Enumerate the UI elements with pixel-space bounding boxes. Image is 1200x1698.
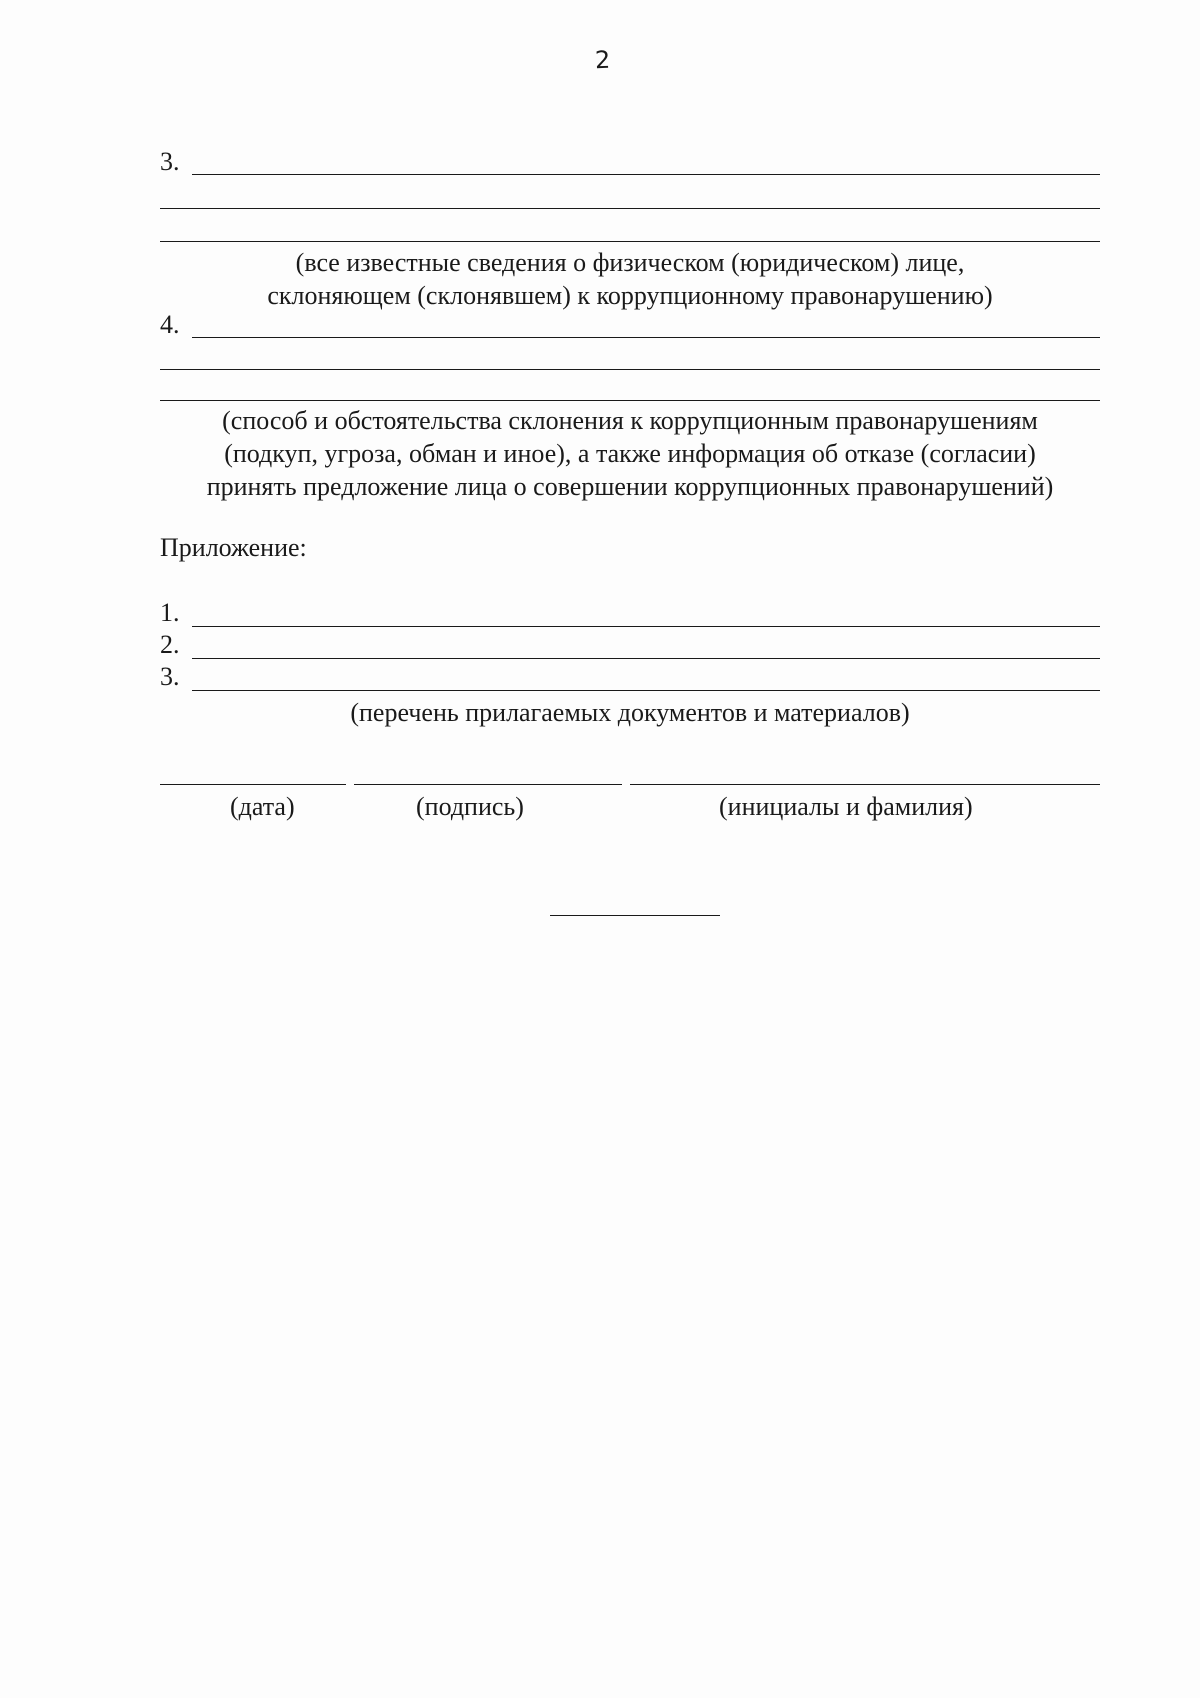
- name-label: (инициалы и фамилия): [719, 792, 973, 821]
- signature-line: [354, 784, 622, 785]
- section-4-line-2: [160, 369, 1100, 370]
- section-4-line-3: [160, 400, 1100, 401]
- section-3-caption: [160, 246, 1100, 312]
- attachment-item-2-number: 2.: [160, 630, 180, 659]
- attachment-item-3-line: [192, 690, 1100, 691]
- attachment-title: Приложение:: [160, 533, 307, 562]
- section-4-line-1: [192, 337, 1100, 338]
- signature-label: (подпись): [416, 792, 524, 821]
- section-3-line-3: [160, 241, 1100, 242]
- section-3-caption-line-2: склоняющем (склонявшем) к коррупционному правонарушению): [267, 281, 993, 310]
- section-3-caption-line-1: (все известные сведения о физическом (юридическом) лице,: [295, 248, 965, 277]
- section-4-caption-line-1: (способ и обстоятельства склонения к коррупционным правонарушениям: [222, 406, 1038, 435]
- page-number: 2: [594, 45, 611, 75]
- attachment-caption-text: (перечень прилагаемых документов и материалов): [350, 698, 910, 727]
- section-4-number: 4.: [160, 310, 180, 339]
- section-3-line-1: [192, 174, 1100, 175]
- section-4-caption: [160, 404, 1100, 503]
- attachment-item-3-number: 3.: [160, 662, 180, 691]
- attachment-item-1-number: 1.: [160, 598, 180, 627]
- section-3-number: 3.: [160, 147, 180, 176]
- name-line: [630, 784, 1100, 785]
- date-label: (дата): [230, 792, 295, 821]
- section-3-line-2: [160, 208, 1100, 209]
- date-line: [160, 784, 346, 785]
- section-4-caption-line-2: (подкуп, угроза, обман и иное), а также информация об отказе (согласии): [224, 439, 1036, 468]
- section-4-caption-line-3: принять предложение лица о совершении коррупционных правонарушений): [206, 472, 1054, 501]
- closing-separator: [550, 915, 720, 916]
- attachment-item-2-line: [192, 658, 1100, 659]
- attachment-caption: [160, 696, 1100, 729]
- attachment-item-1-line: [192, 626, 1100, 627]
